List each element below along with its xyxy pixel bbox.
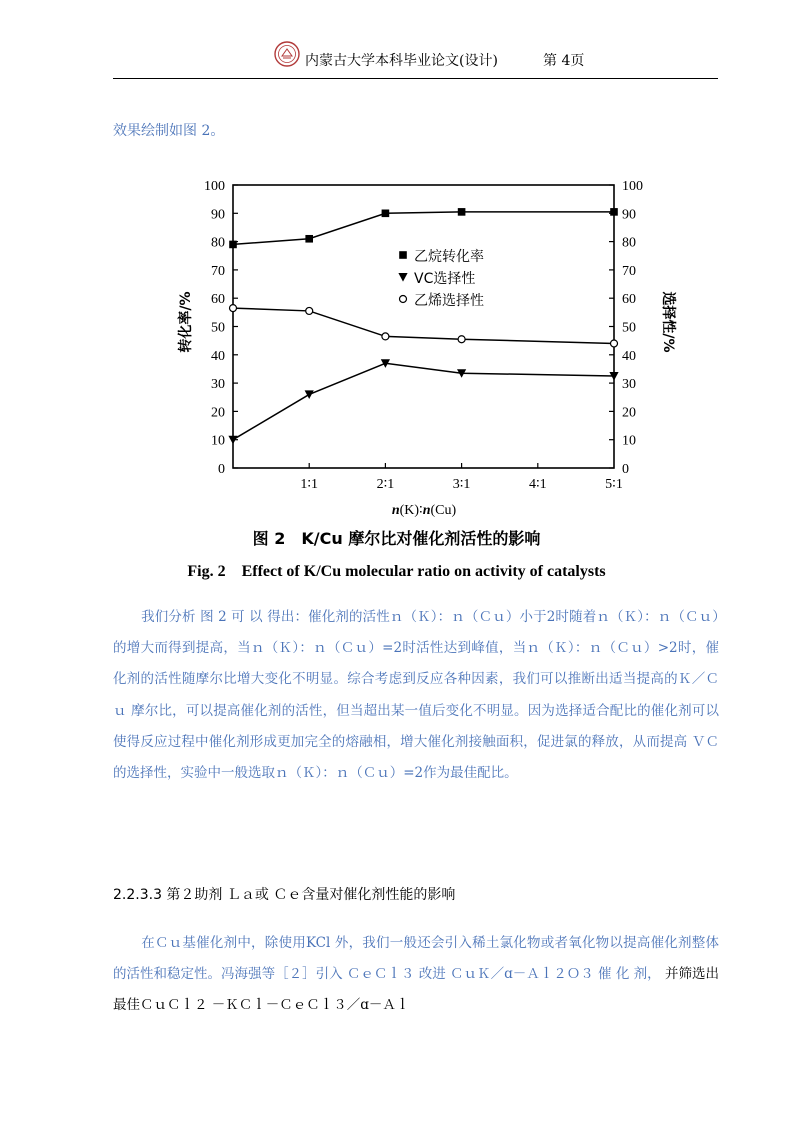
chart-legend	[398, 249, 484, 309]
data-point-triangle	[398, 273, 407, 282]
right-tick-label: 30	[622, 377, 636, 393]
x-tick-label: 3∶1	[452, 477, 471, 492]
left-tick-label: 100	[204, 179, 225, 194]
header-page-number: 第 4页	[543, 53, 585, 69]
figure-caption-en: Fig. 2 Effect of K/Cu molecular ratio on activity of catalysts	[187, 563, 606, 580]
legend-label: 乙烯选择性	[414, 293, 484, 309]
left-tick-label: 80	[211, 235, 225, 251]
data-point-triangle	[305, 390, 314, 399]
right-tick-label: 40	[622, 348, 636, 364]
legend-label: 乙烷转化率	[414, 249, 484, 265]
data-point-square	[305, 235, 313, 243]
x-axis-label-n1: n	[391, 503, 400, 518]
x-axis-label-k: (K)∶	[399, 503, 423, 518]
legend-label: VC选择性	[414, 271, 476, 287]
right-tick-label: 20	[622, 405, 636, 421]
right-tick-label: 60	[622, 292, 636, 308]
left-tick-label: 0	[218, 462, 225, 477]
x-axis-label-cu: (Cu)	[430, 503, 457, 518]
figure-2-chart	[0, 0, 793, 530]
data-point-square	[610, 208, 618, 216]
left-tick-label: 60	[211, 292, 225, 308]
series-line	[233, 212, 614, 245]
chart-axes	[233, 185, 614, 468]
x-axis-label-n2: n	[422, 503, 431, 518]
series-3	[230, 305, 618, 347]
series-1	[229, 208, 618, 248]
right-tick-label: 70	[622, 263, 636, 279]
data-point-square	[382, 210, 390, 218]
analysis-paragraph	[113, 602, 719, 789]
x-axis-label	[392, 503, 457, 518]
data-point-square	[458, 208, 466, 216]
data-point-square	[229, 241, 237, 249]
series-2	[228, 359, 618, 444]
right-tick-label: 80	[622, 235, 636, 251]
x-tick-label: 5∶1	[605, 477, 623, 492]
data-point-circle	[230, 305, 237, 312]
left-tick-label: 90	[211, 207, 225, 223]
y-axis-label-right: 选择性/%	[660, 291, 676, 353]
y-axis-label-left: 转化率/%	[178, 291, 194, 353]
x-tick-label: 2∶1	[376, 477, 395, 492]
data-point-circle	[306, 307, 313, 314]
plot-frame	[233, 185, 614, 468]
figure-caption-cn: 图 2 K/Cu 摩尔比对催化剂活性的影响	[252, 529, 541, 548]
right-tick-label: 50	[622, 320, 636, 336]
section-heading: 2.2.3.3 第２助剂 Ｌａ或 Ｃｅ含量对催化剂性能的影响	[113, 887, 456, 903]
header-title: 内蒙古大学本科毕业论文(设计)	[305, 53, 498, 69]
rare-earth-paragraph-blue: 在Ｃｕ基催化剂中，除使用KCl 外，我们一般还会引入稀土氯化物或者氧化物以提高催化剂整体的活性和稳定性。冯海强等［２］引入 ＣｅＣｌ３ 改进 ＣｕＫ／ɑ－Ａｌ２Ｏ３ 催 化 剂，	[113, 935, 719, 983]
left-tick-label: 40	[211, 348, 225, 364]
right-tick-label: 10	[622, 433, 636, 449]
left-tick-label: 50	[211, 320, 225, 336]
data-point-circle	[400, 296, 407, 303]
left-tick-label: 10	[211, 433, 225, 449]
data-point-circle	[382, 333, 389, 340]
x-tick-label: 1∶1	[300, 477, 319, 492]
data-point-circle	[458, 336, 465, 343]
intro-line: 效果绘制如图 2。	[113, 123, 225, 139]
series-line	[233, 363, 614, 439]
rare-earth-paragraph-black: 并筛选出最佳ＣｕＣｌ２ －ＫＣｌ－ＣｅＣｌ３／ɑ－Ａｌ	[113, 966, 720, 1014]
left-tick-label: 70	[211, 263, 225, 279]
right-tick-label: 100	[622, 179, 643, 194]
series-line	[233, 308, 614, 343]
x-tick-label: 4∶1	[528, 477, 547, 492]
series-layer	[228, 208, 618, 444]
rare-earth-paragraph	[113, 928, 719, 1022]
data-point-square	[399, 251, 407, 259]
right-tick-label: 0	[622, 462, 629, 477]
left-tick-label: 30	[211, 377, 225, 393]
left-tick-label: 20	[211, 405, 225, 421]
right-tick-label: 90	[622, 207, 636, 223]
analysis-paragraph-text: 我们分析 图 2 可 以 得出：催化剂的活性ｎ（Ｋ）：ｎ（Ｃｕ）小于2时随着ｎ（Ｋ）：ｎ（Ｃｕ）的增大而得到提高，当ｎ（Ｋ）：ｎ（Ｃｕ）=2时活性达到峰值，当ｎ（Ｋ）：ｎ（Ｃｕ）>2时，催化剂的活性随摩尔比增大变化不明显。综合考虑到反应各种因素，我们可以推断出适当提高的Ｋ／Ｃｕ 摩尔比，可以提高催化剂的活性，但当超出某一值后变化不明显。因为选择适合配比的催化剂可以使得反应过程中催化剂形成更加完全的熔融相，增大催化剂接触面积，促进氯的释放，从而提高 ＶＣ的选择性，实验中一般选取ｎ（Ｋ）：ｎ（Ｃｕ）=2作为最佳配比。	[113, 609, 719, 782]
data-point-circle	[611, 340, 618, 347]
